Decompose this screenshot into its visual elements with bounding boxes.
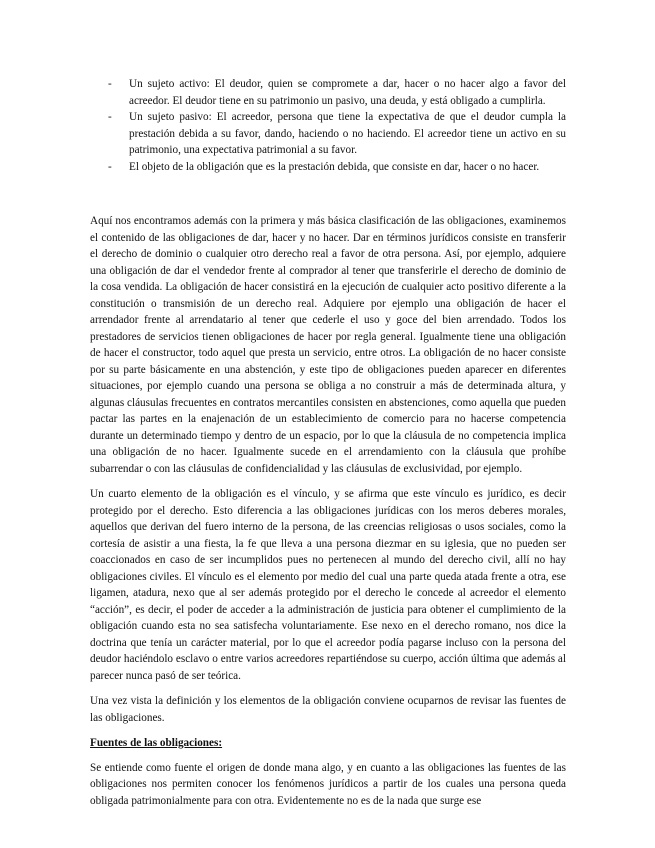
list-item-text: Un sujeto activo: El deudor, quien se compromete a dar, hacer o no hacer algo a favor del acreedor. El deudor tiene en su patrimonio un pasivo, una deuda, y está obligado a cumplirla. [129,78,566,107]
paragraph-obligation-types: Aquí nos encontramos además con la primera y más básica clasificación de las obligaciones, examinemos el contenido de las obligaciones de dar, hacer y no hacer. Dar en términos jurídicos consiste en transferir el derecho de dominio o cualquier otro derecho real a favor de otra persona. Así, por ejemplo, adquiere una obligación de dar el vendedor frente al comprador al tener que transferirle el derecho de dominio de la cosa vendida. La obligación de hacer consistirá en la ejecución de cualquier acto positivo diferente a la constitución o transmisión de un derecho real. Adquiere por ejemplo una obligación de hacer el arrendador frente al arrendatario al tener que cederle el uso y goce del bien arrendado. Todos los prestadores de servicios tienen obligaciones de hacer por regla general. Igualmente tiene una obligación de hacer el constructor, todo aquel que presta un servicio, entre otros. La obligación de no hacer consiste por su parte básicamente en una abstención, y este tipo de obligaciones pueden aparecer en diferentes situaciones, por ejemplo cuando una persona se obliga a no construir a más de determinada altura, y algunas cláusulas frecuentes en contratos mercantiles consisten en abstenciones, como aquella que pueden pactar las partes en la enajenación de un establecimiento de comercio para no hacerse competencia durante un determinado tiempo y dentro de un espacio, por lo que la cláusula de no competencia implica una obligación de no hacer. Igualmente sucede en el arrendamiento con la cláusula que prohíbe subarrendar o con las cláusulas de confidencialidad y las cláusulas de exclusividad, por ejemplo. [90,215,566,475]
list-item-text: El objeto de la obligación que es la prestación debida, que consiste en dar, hacer o no hacer. [129,160,540,173]
list-bullet: - [108,78,112,90]
paragraph-sources: Se entiende como fuente el origen de donde mana algo, y en cuanto a las obligaciones las fuentes de las obligaciones nos permiten conocer los fenómenos jurídicos a partir de los cuales una persona queda obligada patrimonialmente para con otra. Evidentemente no es de la nada que surge ese [90,761,566,807]
list-item-text: Un sujeto pasivo: El acreedor, persona que tiene la expectativa de que el deudor cumpla la prestación debida a su favor, dando, haciendo o no haciendo. El acreedor tiene un activo en su patrimonio, una expectativa patrimonial a su favor. [129,111,566,156]
paragraph-transition: Una vez vista la definición y los elementos de la obligación conviene ocuparnos de revisar las fuentes de las obligaciones. [90,695,566,724]
list-item-object [108,159,566,176]
paragraph-legal-bond: Un cuarto elemento de la obligación es el vínculo, y se afirma que este vínculo es jurídico, es decir protegido por el derecho. Esto diferencia a las obligaciones jurídicas con los meros deberes morales, aquellos que derivan del fuero interno de la persona, de las creencias religiosas o usos sociales, como la cortesía de asistir a una fiesta, la fe que lleva a una persona diezmar en su iglesia, que no pueden ser coaccionados en caso de ser incumplidos pues no pertenecen al mundo del derecho civil, allí no hay obligaciones civiles. El vínculo es el elemento por medio del cual una parte queda atada frente a otra, ese ligamen, atadura, nexo que al ser además protegido por el derecho le concede al acreedor el elemento “acción”, es decir, el poder de acceder a la administración de justicia para obtener el cumplimiento de la obligación cuando esta no sea satisfecha voluntariamente. Ese nexo en el derecho romano, nos dice la doctrina que tenía un carácter material, por lo que el acreedor podía pagarse incluso con la persona del deudor haciéndolo esclavo o entre varios acreedores repartiéndose su cuerpo, acción última que además al parecer nunca pasó de ser teórica. [90,488,566,682]
document-body [90,213,566,818]
list-bullet: - [108,111,112,123]
element-list [108,76,566,175]
list-bullet: - [108,160,112,173]
list-item-active-subject [108,76,566,109]
list-item-passive-subject [108,109,566,159]
section-heading-sources: Fuentes de las obligaciones: [90,737,223,749]
